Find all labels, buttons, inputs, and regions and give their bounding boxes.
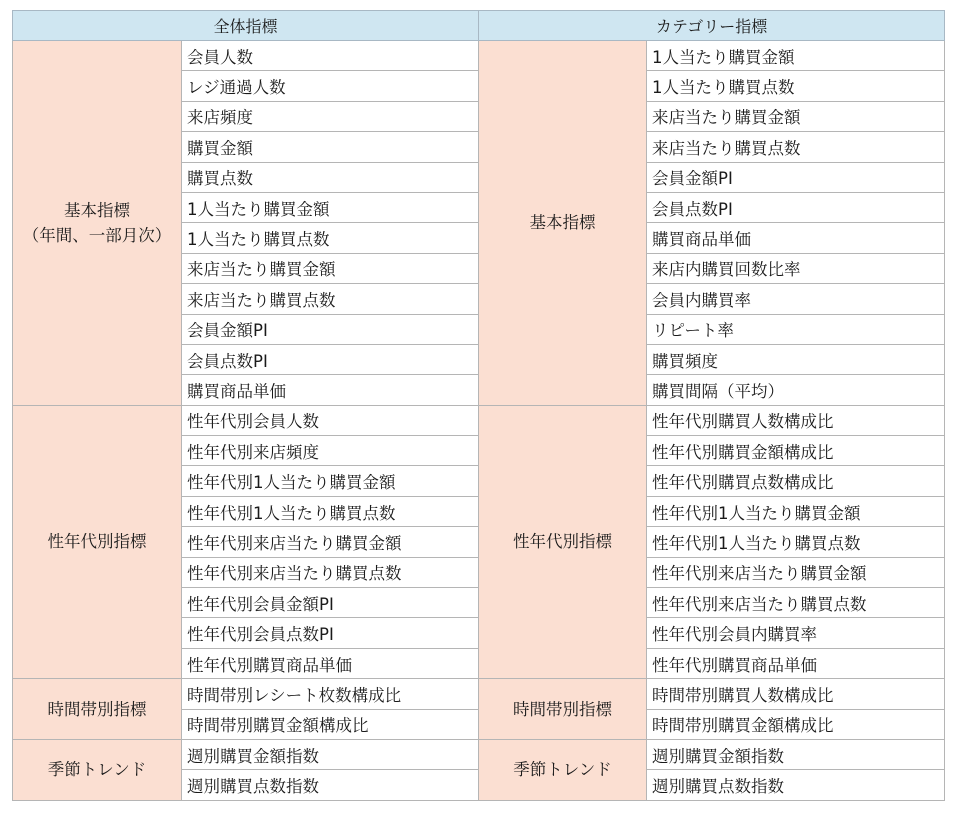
overall-metric-item: レジ通過人数	[182, 71, 479, 101]
overall-metric-item: 1人当たり購買金額	[182, 192, 479, 222]
overall-metric-item: 会員点数PI	[182, 344, 479, 374]
category-metric-item: 会員金額PI	[647, 162, 945, 192]
category-metric-item: 週別購買点数指数	[647, 770, 945, 800]
overall-metric-item: 来店頻度	[182, 101, 479, 131]
category-metric-item: 会員点数PI	[647, 192, 945, 222]
overall-group-basic	[13, 41, 182, 406]
category-metric-item: 性年代別来店当たり購買金額	[647, 557, 945, 587]
overall-metric-item: 性年代別購買商品単価	[182, 648, 479, 678]
overall-metric-item: 購買点数	[182, 162, 479, 192]
category-metric-item: 性年代別1人当たり購買金額	[647, 496, 945, 526]
overall-metric-item: 性年代別来店当たり購買点数	[182, 557, 479, 587]
overall-metric-item: 性年代別会員点数PI	[182, 618, 479, 648]
overall-metric-item: 性年代別1人当たり購買金額	[182, 466, 479, 496]
table-row	[13, 41, 945, 71]
overall-metric-item: 性年代別来店当たり購買金額	[182, 527, 479, 557]
overall-metric-item: 週別購買点数指数	[182, 770, 479, 800]
overall-group-demographic: 性年代別指標	[13, 405, 182, 679]
overall-metric-item: 性年代別会員人数	[182, 405, 479, 435]
category-metric-item: リピート率	[647, 314, 945, 344]
metrics-table	[12, 10, 945, 801]
overall-metric-item: 購買金額	[182, 132, 479, 162]
overall-metric-item: 来店当たり購買金額	[182, 253, 479, 283]
overall-metrics-header: 全体指標	[13, 11, 479, 41]
overall-metric-item: 購買商品単価	[182, 375, 479, 405]
category-metric-item: 性年代別1人当たり購買点数	[647, 527, 945, 557]
overall-metric-item: 性年代別会員金額PI	[182, 588, 479, 618]
overall-group-label: 基本指標	[64, 200, 130, 220]
category-group-timeslot: 時間帯別指標	[479, 679, 647, 740]
table-row	[13, 679, 945, 709]
overall-group-sublabel: （年間、一部月次）	[22, 225, 172, 245]
overall-metric-item: 時間帯別レシート枚数構成比	[182, 679, 479, 709]
category-metric-item: 性年代別会員内購買率	[647, 618, 945, 648]
overall-metric-item: 性年代別来店頻度	[182, 436, 479, 466]
header-row	[13, 11, 945, 41]
category-metric-item: 来店当たり購買点数	[647, 132, 945, 162]
category-metric-item: 購買商品単価	[647, 223, 945, 253]
category-metric-item: 購買頻度	[647, 344, 945, 374]
category-metric-item: 週別購買金額指数	[647, 739, 945, 769]
overall-metric-item: 会員人数	[182, 41, 479, 71]
category-metric-item: 性年代別購買金額構成比	[647, 436, 945, 466]
overall-metric-item: 会員金額PI	[182, 314, 479, 344]
overall-metric-item: 来店当たり購買点数	[182, 284, 479, 314]
overall-metric-item: 性年代別1人当たり購買点数	[182, 496, 479, 526]
category-metric-item: 性年代別来店当たり購買点数	[647, 588, 945, 618]
category-metric-item: 1人当たり購買金額	[647, 41, 945, 71]
category-metric-item: 会員内購買率	[647, 284, 945, 314]
category-metric-item: 性年代別購買点数構成比	[647, 466, 945, 496]
category-metric-item: 性年代別購買商品単価	[647, 648, 945, 678]
category-metric-item: 来店内購買回数比率	[647, 253, 945, 283]
category-metric-item: 時間帯別購買金額構成比	[647, 709, 945, 739]
overall-group-seasonal: 季節トレンド	[13, 739, 182, 800]
category-group-demographic: 性年代別指標	[479, 405, 647, 679]
table-row	[13, 405, 945, 435]
table-row	[13, 739, 945, 769]
category-group-seasonal: 季節トレンド	[479, 739, 647, 800]
category-metric-item: 1人当たり購買点数	[647, 71, 945, 101]
overall-metric-item: 時間帯別購買金額構成比	[182, 709, 479, 739]
category-metric-item: 性年代別購買人数構成比	[647, 405, 945, 435]
category-metric-item: 購買間隔（平均）	[647, 375, 945, 405]
overall-metric-item: 週別購買金額指数	[182, 739, 479, 769]
category-metric-item: 時間帯別購買人数構成比	[647, 679, 945, 709]
category-metrics-header: カテゴリー指標	[479, 11, 945, 41]
overall-metric-item: 1人当たり購買点数	[182, 223, 479, 253]
overall-group-timeslot: 時間帯別指標	[13, 679, 182, 740]
category-metric-item: 来店当たり購買金額	[647, 101, 945, 131]
category-group-basic: 基本指標	[479, 41, 647, 406]
